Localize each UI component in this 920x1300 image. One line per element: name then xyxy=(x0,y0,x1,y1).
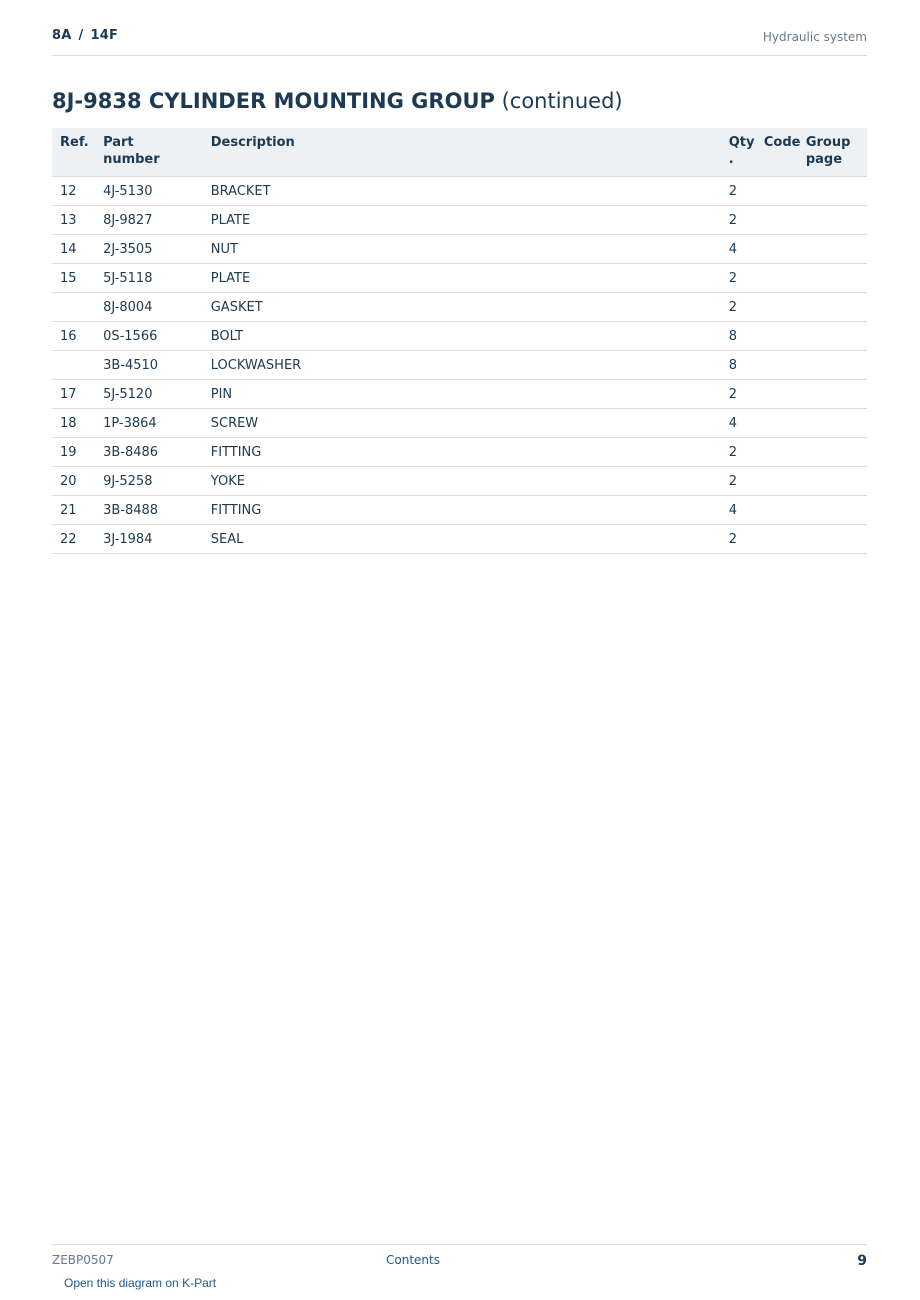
cell-description: NUT xyxy=(203,235,721,264)
cell-qty: 2 xyxy=(721,438,756,467)
section-name: Hydraulic system xyxy=(762,30,867,44)
header-ref: Ref. xyxy=(52,128,95,177)
cell-qty: 2 xyxy=(721,177,756,206)
cell-group-page xyxy=(798,467,867,496)
cell-description: BOLT xyxy=(203,322,721,351)
cell-ref: 19 xyxy=(52,438,95,467)
cell-qty: 8 xyxy=(721,322,756,351)
cell-description: PIN xyxy=(203,380,721,409)
group-title: 8J-9838 CYLINDER MOUNTING GROUP xyxy=(52,89,495,113)
cell-code xyxy=(756,235,798,264)
group-title-suffix: (continued) xyxy=(501,89,623,113)
cell-code xyxy=(756,409,798,438)
header-group-page-line1: Group xyxy=(805,135,851,150)
cell-code xyxy=(756,496,798,525)
page-title xyxy=(52,89,623,113)
cell-group-page xyxy=(798,293,867,322)
open-kpart-link[interactable]: Open this diagram on K-Part xyxy=(64,1276,217,1290)
cell-qty: 4 xyxy=(721,409,756,438)
cell-qty: 8 xyxy=(721,351,756,380)
parts-table xyxy=(52,128,867,554)
cell-part-number: 0S-1566 xyxy=(95,322,203,351)
cell-part-number: 9J-5258 xyxy=(95,467,203,496)
cell-description: FITTING xyxy=(203,438,721,467)
header-part-number: Part number xyxy=(95,128,203,177)
table-row xyxy=(52,496,867,525)
cell-group-page xyxy=(798,322,867,351)
cell-description: FITTING xyxy=(203,496,721,525)
cell-qty: 2 xyxy=(721,525,756,554)
table-row xyxy=(52,409,867,438)
table-row xyxy=(52,351,867,380)
table-row xyxy=(52,235,867,264)
table-row xyxy=(52,293,867,322)
cell-code xyxy=(756,380,798,409)
table-row xyxy=(52,264,867,293)
breadcrumb-variant: 14F xyxy=(90,28,119,43)
cell-group-page xyxy=(798,177,867,206)
cell-code xyxy=(756,322,798,351)
cell-part-number: 3B-8488 xyxy=(95,496,203,525)
cell-code xyxy=(756,525,798,554)
cell-group-page xyxy=(798,409,867,438)
table-row xyxy=(52,438,867,467)
table-row xyxy=(52,525,867,554)
cell-code xyxy=(756,206,798,235)
cell-description: YOKE xyxy=(203,467,721,496)
cell-group-page xyxy=(798,351,867,380)
header-group-page xyxy=(798,128,867,177)
page-header xyxy=(52,28,867,56)
cell-description: SCREW xyxy=(203,409,721,438)
breadcrumb-model: 8A xyxy=(52,28,72,43)
cell-qty: 2 xyxy=(721,380,756,409)
cell-qty: 4 xyxy=(721,496,756,525)
cell-ref: 22 xyxy=(52,525,95,554)
table-row xyxy=(52,177,867,206)
cell-qty: 2 xyxy=(721,264,756,293)
cell-part-number: 3J-1984 xyxy=(95,525,203,554)
cell-part-number: 3B-8486 xyxy=(95,438,203,467)
header-description: Description xyxy=(203,128,721,177)
header-group-page-line2: page xyxy=(805,152,843,167)
cell-part-number: 8J-8004 xyxy=(95,293,203,322)
contents-link[interactable]: Contents xyxy=(386,1253,440,1267)
table-row xyxy=(52,467,867,496)
cell-ref: 15 xyxy=(52,264,95,293)
cell-group-page xyxy=(798,264,867,293)
header-code: Code xyxy=(756,128,798,177)
cell-group-page xyxy=(798,496,867,525)
document-code: ZEBP0507 xyxy=(52,1253,114,1267)
cell-ref: 18 xyxy=(52,409,95,438)
cell-code xyxy=(756,177,798,206)
cell-ref: 13 xyxy=(52,206,95,235)
cell-part-number: 2J-3505 xyxy=(95,235,203,264)
cell-description: PLATE xyxy=(203,206,721,235)
cell-code xyxy=(756,467,798,496)
cell-ref: 12 xyxy=(52,177,95,206)
cell-ref: 17 xyxy=(52,380,95,409)
page-number: 9 xyxy=(857,1253,867,1269)
cell-part-number: 8J-9827 xyxy=(95,206,203,235)
cell-description: BRACKET xyxy=(203,177,721,206)
cell-ref xyxy=(52,293,95,322)
table-row xyxy=(52,206,867,235)
cell-qty: 2 xyxy=(721,467,756,496)
cell-ref: 14 xyxy=(52,235,95,264)
header-qty-line2: . xyxy=(728,152,734,167)
header-qty-line1: Qty xyxy=(728,135,755,150)
breadcrumb xyxy=(52,28,118,43)
cell-part-number: 5J-5118 xyxy=(95,264,203,293)
cell-part-number: 4J-5130 xyxy=(95,177,203,206)
cell-code xyxy=(756,293,798,322)
cell-group-page xyxy=(798,438,867,467)
cell-code xyxy=(756,264,798,293)
parts-table-header xyxy=(52,128,867,177)
cell-group-page xyxy=(798,235,867,264)
cell-description: SEAL xyxy=(203,525,721,554)
cell-qty: 4 xyxy=(721,235,756,264)
cell-part-number: 5J-5120 xyxy=(95,380,203,409)
cell-group-page xyxy=(798,525,867,554)
cell-ref: 20 xyxy=(52,467,95,496)
cell-description: GASKET xyxy=(203,293,721,322)
cell-part-number: 3B-4510 xyxy=(95,351,203,380)
cell-description: LOCKWASHER xyxy=(203,351,721,380)
parts-table-body xyxy=(52,177,867,554)
table-row xyxy=(52,322,867,351)
cell-part-number: 1P-3864 xyxy=(95,409,203,438)
header-row xyxy=(52,128,867,177)
breadcrumb-separator: / xyxy=(78,28,84,43)
cell-ref: 21 xyxy=(52,496,95,525)
cell-qty: 2 xyxy=(721,206,756,235)
table-row xyxy=(52,380,867,409)
header-qty xyxy=(721,128,756,177)
cell-group-page xyxy=(798,380,867,409)
cell-group-page xyxy=(798,206,867,235)
cell-code xyxy=(756,438,798,467)
cell-ref xyxy=(52,351,95,380)
page-footer xyxy=(52,1244,867,1269)
cell-description: PLATE xyxy=(203,264,721,293)
cell-qty: 2 xyxy=(721,293,756,322)
cell-code xyxy=(756,351,798,380)
cell-ref: 16 xyxy=(52,322,95,351)
